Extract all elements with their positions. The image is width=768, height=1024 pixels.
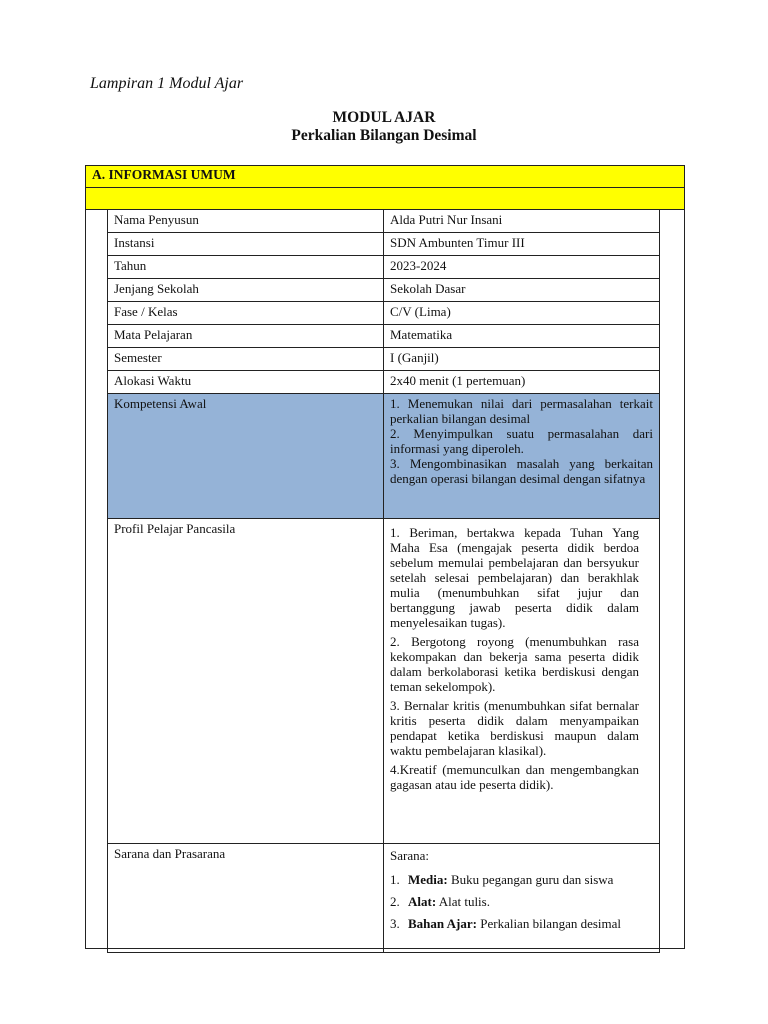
sarana-item xyxy=(390,891,653,913)
sarana-item-desc: Alat tulis. xyxy=(436,894,490,909)
kompetensi-list xyxy=(384,394,660,519)
row-key: Jenjang Sekolah xyxy=(108,279,384,302)
sarana-item-label: Bahan Ajar: xyxy=(408,916,477,931)
sarana-item xyxy=(390,869,653,891)
sarana-item-desc: Perkalian bilangan desimal xyxy=(476,916,622,931)
info-row xyxy=(108,210,660,233)
document-title: MODUL AJAR xyxy=(332,109,436,126)
kompetensi-item: 3. Mengombinasikan masalah yang berkaitan dengan operasi bilangan desimal dengan sifatnya xyxy=(390,456,653,486)
row-key: Instansi xyxy=(108,233,384,256)
row-value: C/V (Lima) xyxy=(384,302,660,325)
sarana-item-number: 1. xyxy=(390,872,400,887)
profil-item: 1. Beriman, bertakwa kepada Tuhan Yang Maha Esa (mengajak peserta didik berdoa sebelum memulai pembelajaran dan bersyukur setelah selesai pembelajaran) dan berakhlak mulia (menumbuhkan sifat jujur dan bertanggung jawab peserta didik dalam menyelesaikan tugas). xyxy=(390,525,639,630)
info-row xyxy=(108,233,660,256)
profil-item: 4.Kreatif (memunculkan dan mengembangkan gagasan atau ide peserta didik). xyxy=(390,762,639,792)
kompetensi-item: 2. Menyimpulkan suatu permasalahan dari informasi yang diperoleh. xyxy=(390,426,653,456)
row-value: 2x40 menit (1 pertemuan) xyxy=(384,371,660,394)
sarana-item-number: 2. xyxy=(390,894,400,909)
sarana-item-label: Media: xyxy=(408,872,448,887)
profil-row xyxy=(108,519,660,844)
row-value: Alda Putri Nur Insani xyxy=(384,210,660,233)
kompetensi-row xyxy=(108,394,660,519)
sarana-item xyxy=(390,913,653,935)
row-value: 2023-2024 xyxy=(384,256,660,279)
sarana-item-label: Alat: xyxy=(408,894,437,909)
sarana-intro: Sarana: xyxy=(390,848,429,863)
sarana-list xyxy=(390,869,653,935)
info-row xyxy=(108,371,660,394)
sarana-item-text xyxy=(408,891,653,913)
row-value: SDN Ambunten Timur III xyxy=(384,233,660,256)
row-key: Fase / Kelas xyxy=(108,302,384,325)
section-spacer-band xyxy=(86,188,684,210)
sarana-item-text xyxy=(408,913,653,935)
profil-item: 2. Bergotong royong (menumbuhkan rasa kekompakan dan bekerja sama peserta didik dalam berkolaborasi ketika berdiskusi dengan teman sekelompok). xyxy=(390,634,639,694)
profil-list xyxy=(384,519,660,844)
sarana-row xyxy=(108,844,660,953)
sarana-cell xyxy=(384,844,660,953)
row-key: Sarana dan Prasarana xyxy=(108,844,384,953)
info-row xyxy=(108,302,660,325)
row-key: Semester xyxy=(108,348,384,371)
row-key: Alokasi Waktu xyxy=(108,371,384,394)
row-key: Nama Penyusun xyxy=(108,210,384,233)
info-row xyxy=(108,348,660,371)
row-value: I (Ganjil) xyxy=(384,348,660,371)
row-key: Profil Pelajar Pancasila xyxy=(108,519,384,844)
info-row xyxy=(108,279,660,302)
info-row xyxy=(108,256,660,279)
document-subtitle: Perkalian Bilangan Desimal xyxy=(291,127,477,144)
info-table xyxy=(107,209,660,953)
section-label: A. INFORMASI UMUM xyxy=(92,167,236,182)
appendix-label: Lampiran 1 Modul Ajar xyxy=(90,75,244,92)
profil-item: 3. Bernalar kritis (menumbuhkan sifat bernalar kritis peserta didik dalam menyampaikan pendapat ketika berdiskusi maupun dalam waktu pembelajaran klasikal). xyxy=(390,698,639,758)
row-value: Matematika xyxy=(384,325,660,348)
row-value: Sekolah Dasar xyxy=(384,279,660,302)
kompetensi-item: 1. Menemukan nilai dari permasalahan terkait perkalian bilangan desimal xyxy=(390,396,653,426)
sarana-item-number: 3. xyxy=(390,916,400,931)
row-key: Tahun xyxy=(108,256,384,279)
section-header-band xyxy=(86,166,684,188)
row-key: Kompetensi Awal xyxy=(108,394,384,519)
sarana-item-desc: Buku pegangan guru dan siswa xyxy=(447,872,614,887)
sarana-item-text xyxy=(408,869,653,891)
info-row xyxy=(108,325,660,348)
row-key: Mata Pelajaran xyxy=(108,325,384,348)
